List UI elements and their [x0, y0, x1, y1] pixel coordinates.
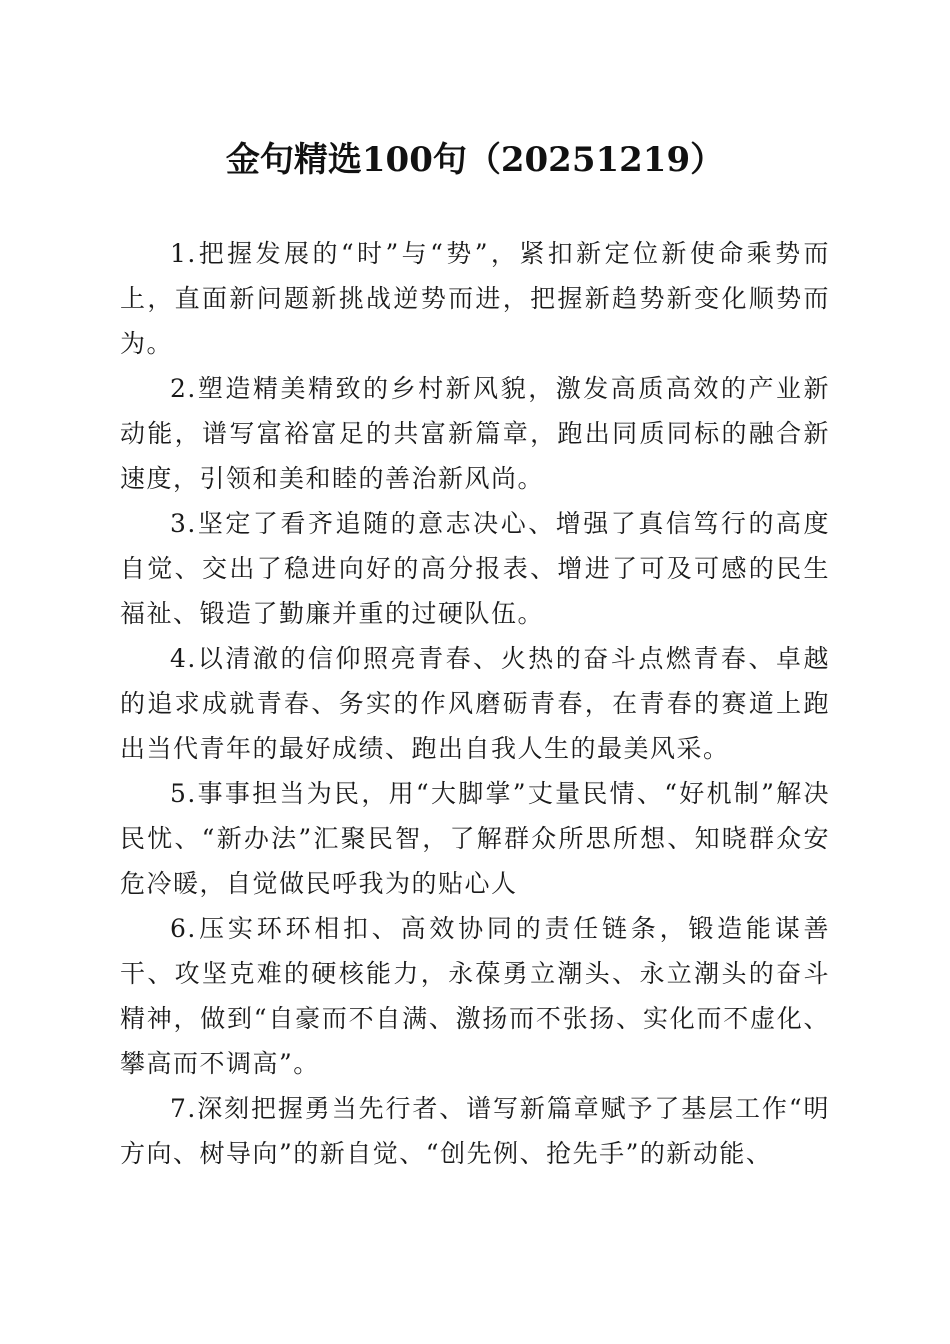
paragraph-3: 3.坚定了看齐追随的意志决心、增强了真信笃行的高度自觉、交出了稳进向好的高分报表、增进了可及可感的民生福祉、锻造了勤廉并重的过硬队伍。: [120, 509, 830, 628]
paragraph-6: 6.压实环环相扣、高效协同的责任链条，锻造能谋善干、攻坚克难的硬核能力，永葆勇立潮头、永立潮头的奋斗精神，做到“自豪而不自满、激扬而不张扬、实化而不虚化、攀高而不调高”。: [120, 914, 830, 1078]
paragraph-7: 7.深刻把握勇当先行者、谱写新篇章赋予了基层工作“明方向、树导向”的新自觉、“创先例、抢先手”的新动能、: [120, 1094, 830, 1168]
document-body: [120, 231, 830, 1176]
paragraph-4: 4.以清澈的信仰照亮青春、火热的奋斗点燃青春、卓越的追求成就青春、务实的作风磨砺青春，在青春的赛道上跑出当代青年的最好成绩、跑出自我人生的最美风采。: [120, 644, 830, 763]
paragraph-1: 1.把握发展的“时”与“势”，紧扣新定位新使命乘势而上，直面新问题新挑战逆势而进，把握新趋势新变化顺势而为。: [120, 239, 830, 358]
paragraph-2: 2.塑造精美精致的乡村新风貌，激发高质高效的产业新动能，谱写富裕富足的共富新篇章，跑出同质同标的融合新速度，引领和美和睦的善治新风尚。: [120, 374, 830, 493]
document-title: 金句精选100句（20251219）: [225, 140, 725, 180]
paragraph-5: 5.事事担当为民，用“大脚掌”丈量民情、“好机制”解决民忧、“新办法”汇聚民智，了解群众所思所想、知晓群众安危冷暖，自觉做民呼我为的贴心人: [120, 779, 830, 898]
